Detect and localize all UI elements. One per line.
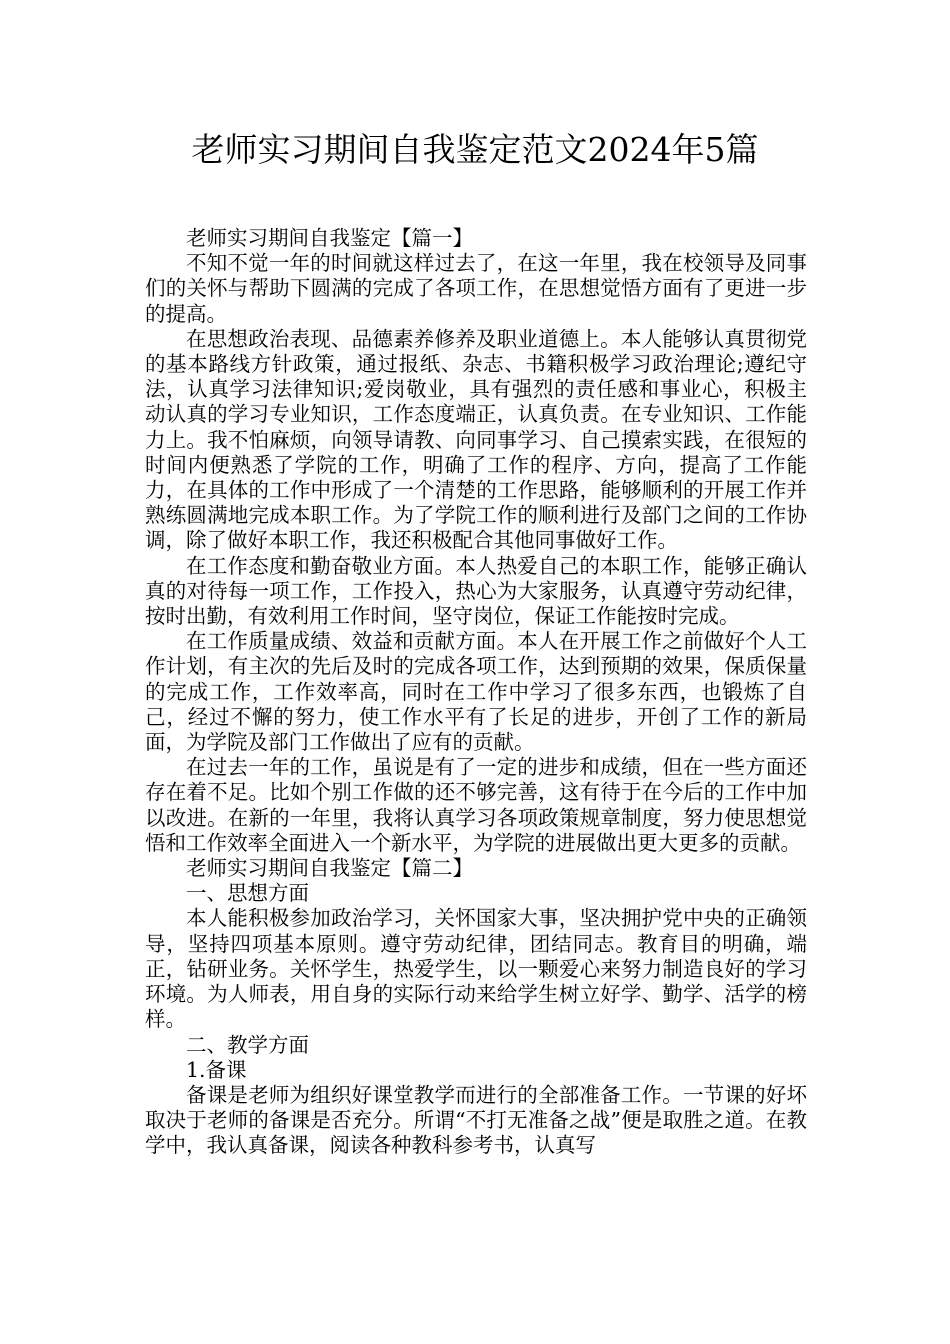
section-heading-1: 老师实习期间自我鉴定【篇一】 (186, 226, 473, 250)
paragraph: 在思想政治表现、品德素养修养及职业道德上。本人能够认真贯彻党的基本路线方针政策，通过报纸、杂志、书籍积极学习政治理论;遵纪守法，认真学习法律知识;爱岗敬业，具有强烈的责任感和事业心，积极主动认真的学习专业知识，工作态度端正，认真负责。在专业知识、工作能力上。我不怕麻烦，向领导请教、向同事学习、自己摸索实践，在很短的时间内便熟悉了学院的工作，明确了工作的程序、方向，提高了工作能力，在具体的工作中形成了一个清楚的工作思路，能够顺利的开展工作并熟练圆满地完成本职工作。为了学院工作的顺利进行及部门之间的工作协调，除了做好本职工作，我还积极配合其他同事做好工作。 (145, 326, 807, 553)
subheading: 1.备课 (186, 1057, 247, 1082)
paragraph: 在工作态度和勤奋敬业方面。本人热爱自己的本职工作，能够正确认真的对待每一项工作，工作投入，热心为大家服务，认真遵守劳动纪律，按时出勤，有效利用工作时间，坚守岗位，保证工作能按时完成。 (145, 553, 807, 629)
section-heading-2: 老师实习期间自我鉴定【篇二】 (186, 856, 473, 881)
subheading: 二、教学方面 (186, 1032, 309, 1057)
paragraph: 在工作质量成绩、效益和贡献方面。本人在开展工作之前做好个人工作计划，有主次的先后及时的完成各项工作，达到预期的效果，保质保量的完成工作，工作效率高，同时在工作中学习了很多东西，也锻炼了自己，经过不懈的努力，使工作水平有了长足的进步，开创了工作的新局面，为学院及部门工作做出了应有的贡献。 (145, 629, 807, 755)
paragraph: 备课是老师为组织好课堂教学而进行的全部准备工作。一节课的好坏取决于老师的备课是否充分。所谓“不打无准备之战”便是取胜之道。在教学中，我认真备课，阅读各种教科参考书，认真写 (145, 1082, 807, 1158)
document-title: 老师实习期间自我鉴定范文2024年5篇 (191, 130, 759, 169)
document-body (145, 226, 807, 1159)
subheading: 一、思想方面 (186, 881, 309, 906)
paragraph: 在过去一年的工作，虽说是有了一定的进步和成绩，但在一些方面还存在着不足。比如个别工作做的还不够完善，这有待于在今后的工作中加以改进。在新的一年里，我将认真学习各项政策规章制度，努力使思想觉悟和工作效率全面进入一个新水平，为学院的进展做出更大更多的贡献。 (145, 755, 807, 855)
paragraph: 本人能积极参加政治学习，关怀国家大事，坚决拥护党中央的正确领导，坚持四项基本原则。遵守劳动纪律，团结同志。教育目的明确，端正，钻研业务。关怀学生，热爱学生，以一颗爱心来努力制造良好的学习环境。为人师表，用自身的实际行动来给学生树立好学、勤学、活学的榜样。 (145, 906, 807, 1032)
paragraph: 不知不觉一年的时间就这样过去了，在这一年里，我在校领导及同事们的关怀与帮助下圆满的完成了各项工作，在思想觉悟方面有了更进一步的提高。 (145, 251, 807, 326)
